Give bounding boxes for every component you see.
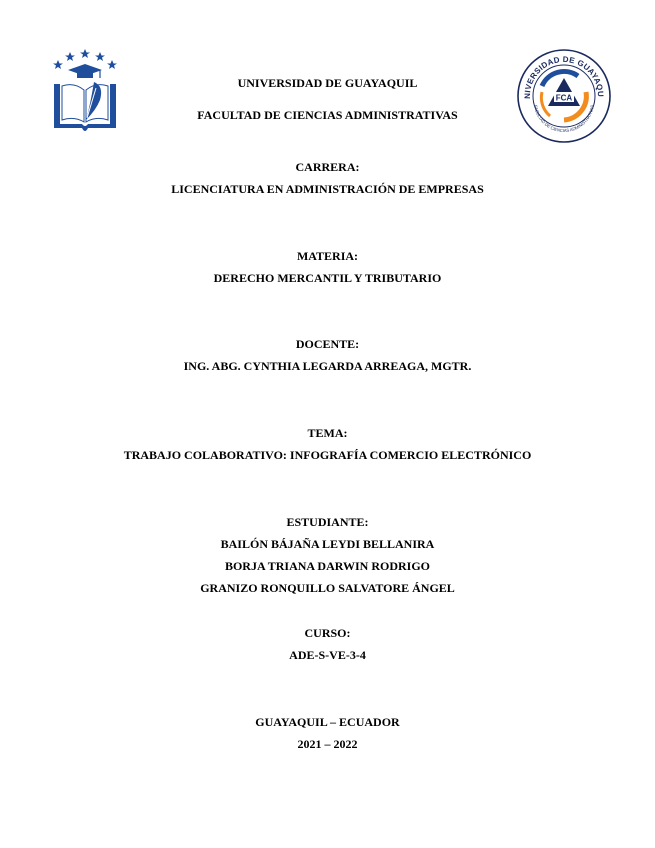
faculty-seal-logo — [516, 48, 612, 144]
seal-center-text: FCA — [555, 93, 573, 103]
course-label: CURSO: — [304, 626, 351, 640]
seal-top-text: NIVERSIDAD DE GUAYAQU — [522, 54, 606, 99]
teacher-value: ING. ABG. CYNTHIA LEGARDA ARREAGA, MGTR. — [183, 359, 472, 373]
career-label: CARRERA: — [295, 160, 360, 174]
seal-bottom-text: FACULTAD DE CIENCIAS ADMINISTRATIVAS — [533, 104, 595, 134]
course-value: ADE-S-VE-3-4 — [289, 648, 366, 662]
students-label: ESTUDIANTE: — [286, 515, 369, 529]
university-logo — [50, 48, 120, 136]
student-name: BORJA TRIANA DARWIN RODRIGO — [224, 559, 431, 573]
teacher-label: DOCENTE: — [295, 337, 360, 351]
book-quill-icon — [50, 48, 120, 136]
subject-label: MATERIA: — [296, 249, 359, 263]
student-name: GRANIZO RONQUILLO SALVATORE ÁNGEL — [200, 581, 455, 595]
subject-value: DERECHO MERCANTIL Y TRIBUTARIO — [213, 271, 442, 285]
student-name: BAILÓN BÁJAÑA LEYDI BELLANIRA — [220, 537, 435, 551]
footer-place: GUAYAQUIL – ECUADOR — [255, 715, 400, 729]
faculty-seal-icon — [516, 48, 612, 144]
career-value: LICENCIATURA EN ADMINISTRACIÓN DE EMPRESAS — [171, 182, 484, 196]
footer-period: 2021 – 2022 — [297, 737, 358, 751]
university-title: UNIVERSIDAD DE GUAYAQUIL — [237, 76, 418, 90]
faculty-title: FACULTAD DE CIENCIAS ADMINISTRATIVAS — [197, 108, 458, 122]
topic-label: TEMA: — [307, 426, 348, 440]
topic-value: TRABAJO COLABORATIVO: INFOGRAFÍA COMERCIO ELECTRÓNICO — [123, 448, 532, 462]
